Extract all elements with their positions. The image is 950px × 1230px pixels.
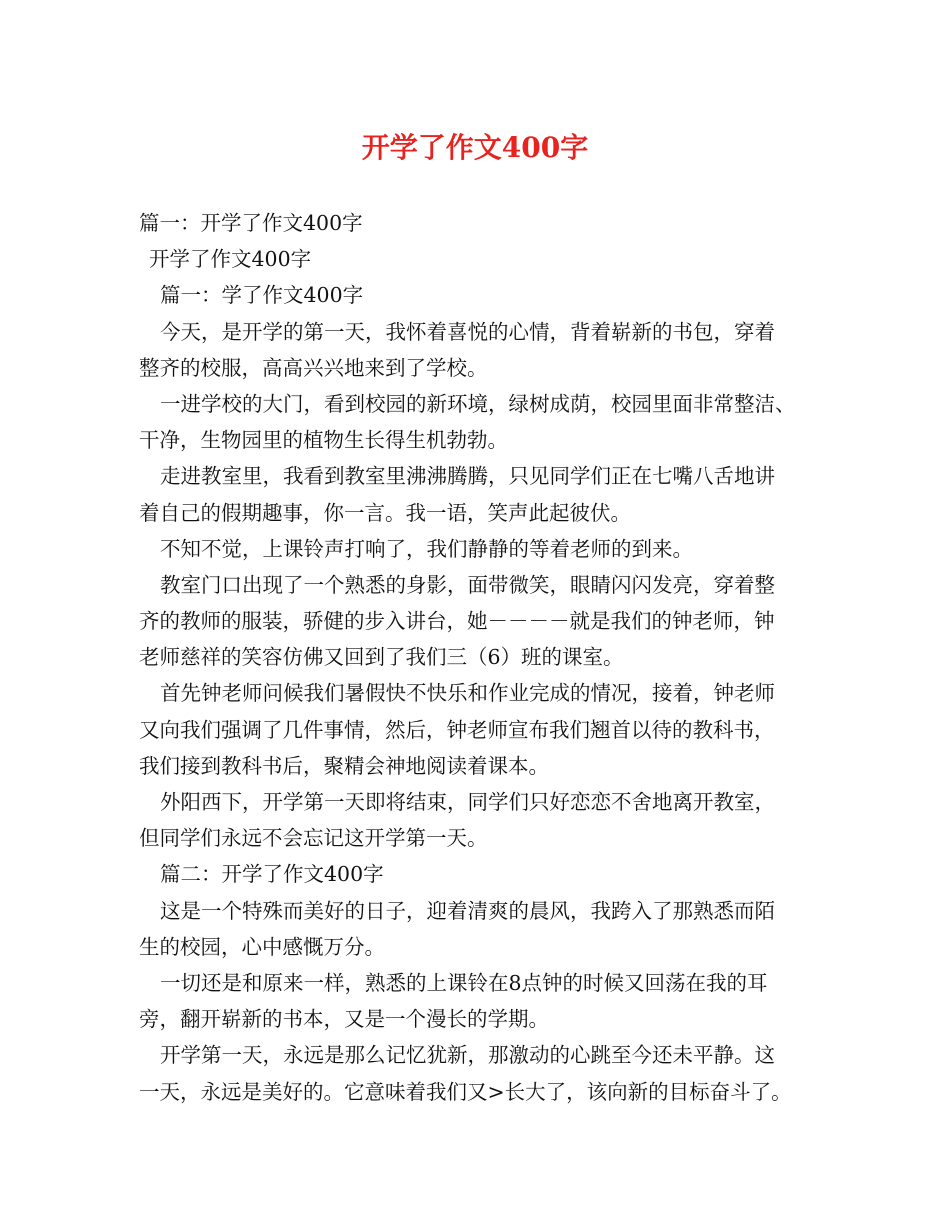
section-heading: 篇一：学了作文400字	[160, 283, 364, 308]
paragraph-line: 老师慈祥的笑容仿佛又回到了我们三（6）班的课室。	[139, 645, 624, 670]
paragraph-line: 我们接到教科书后，聚精会神地阅读着课本。	[139, 753, 549, 778]
document-title: 开学了作文400字	[361, 131, 589, 164]
subtitle-line: 开学了作文400字	[149, 247, 312, 272]
paragraph-line: 一进学校的大门，看到校园的新环境，绿树成荫，校园里面非常整洁、	[160, 391, 796, 416]
paragraph-line: 干净，生物园里的植物生长得生机勃勃。	[139, 428, 508, 453]
section-heading: 篇一：开学了作文400字	[139, 211, 363, 235]
paragraph-line: 旁，翻开崭新的书本，又是一个漫长的学期。	[139, 1007, 549, 1032]
paragraph-line: 外阳西下，开学第一天即将结束，同学们只好恋恋不舍地离开教室，	[160, 790, 775, 814]
paragraph-line: 不知不觉，上课铃声打响了，我们静静的等着老师的到来。	[160, 536, 693, 561]
paragraph-line: 一天，永远是美好的。它意味着我们又>长大了，该向新的目标奋斗了。	[139, 1079, 792, 1104]
paragraph-line: 整齐的校服，高高兴兴地来到了学校。	[139, 355, 488, 380]
paragraph-line: 走进教室里，我看到教室里沸沸腾腾，只见同学们正在七嘴八舌地讲	[160, 464, 775, 489]
paragraph-line: 首先钟老师问候我们暑假快不快乐和作业完成的情况，接着，钟老师	[160, 681, 775, 706]
paragraph-line: 一切还是和原来一样，熟悉的上课铃在8点钟的时候又回荡在我的耳	[160, 970, 768, 995]
paragraph-line: 又向我们强调了几件事情，然后，钟老师宣布我们翘首以待的教科书，	[139, 717, 775, 742]
paragraph-line: 今天，是开学的第一天，我怀着喜悦的心情，背着崭新的书包，穿着	[160, 319, 775, 344]
paragraph-line: 生的校园，心中感慨万分。	[139, 934, 385, 959]
document-body	[139, 205, 829, 1110]
paragraph-line: 着自己的假期趣事，你一言。我一语，笑声此起彼伏。	[139, 500, 631, 525]
section-heading: 篇二：开学了作文400字	[160, 862, 384, 887]
paragraph-line: 但同学们永远不会忘记这开学第一天。	[139, 826, 488, 851]
paragraph-line: 开学第一天，永远是那么记忆犹新，那激动的心跳至今还未平静。这	[160, 1043, 775, 1068]
paragraph-line: 齐的教师的服装，骄健的步入讲台，她－－－－就是我们的钟老师，钟	[139, 609, 775, 634]
paragraph-line: 教室门口出现了一个熟悉的身影，面带微笑，眼睛闪闪发亮，穿着整	[160, 572, 775, 597]
paragraph-line: 这是一个特殊而美好的日子，迎着清爽的晨风，我跨入了那熟悉而陌	[160, 898, 775, 923]
